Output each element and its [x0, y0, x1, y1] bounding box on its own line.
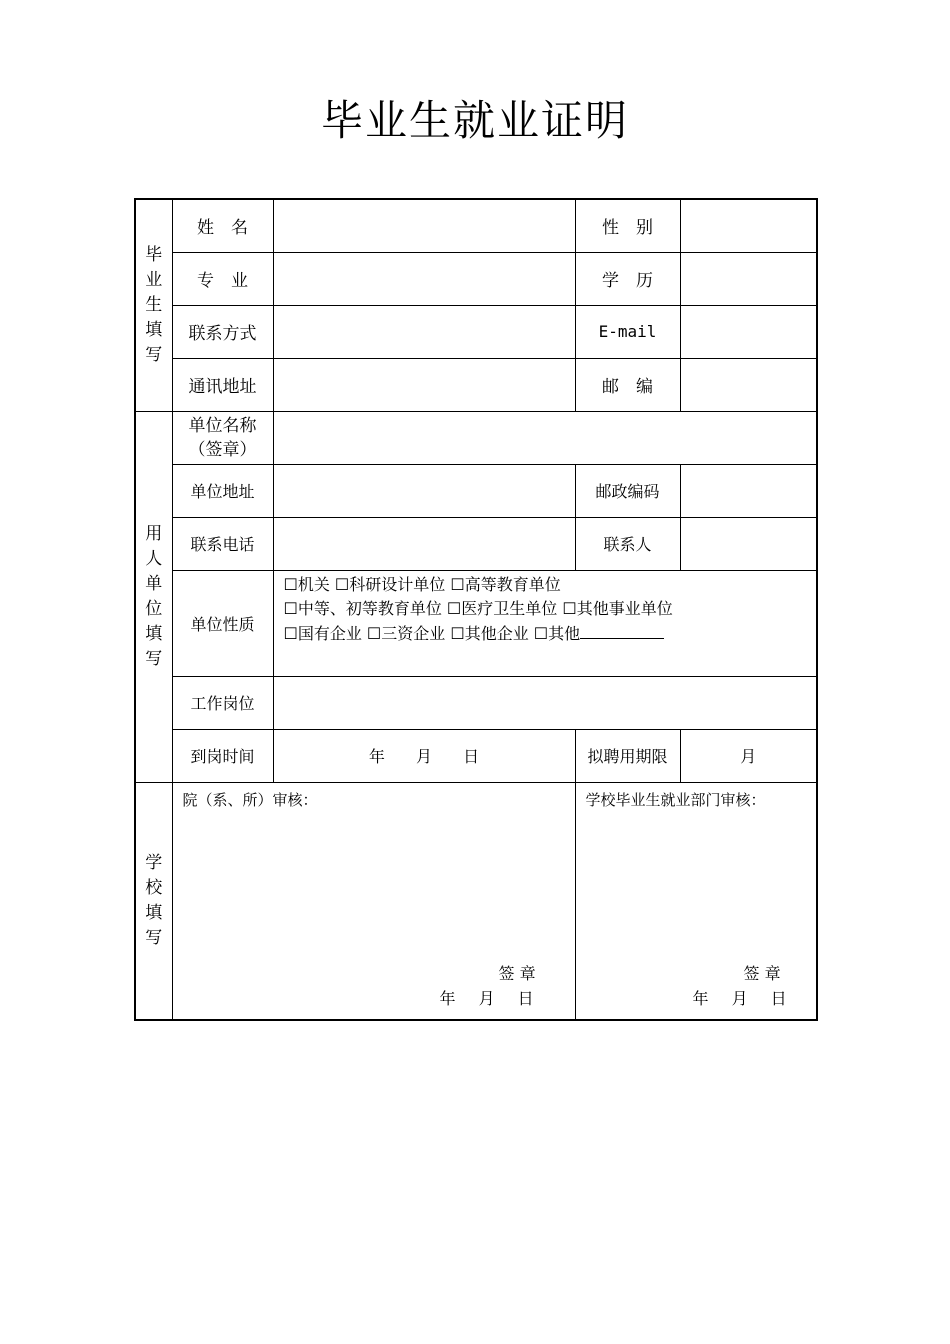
other-blank-line[interactable]	[580, 624, 664, 639]
unit-nature-label: 单位性质	[172, 570, 273, 676]
employment-office-review-area[interactable]	[575, 782, 817, 1020]
email-field[interactable]	[680, 305, 817, 358]
graduate-section-label: 毕 业 生 填 写	[135, 199, 172, 411]
job-position-label: 工作岗位	[172, 676, 273, 729]
employment-office-review-label: 学校毕业生就业部门审核：	[585, 790, 766, 809]
unit-address-label: 单位地址	[172, 464, 273, 517]
unit-nature-options[interactable]	[273, 570, 817, 676]
arrival-time-label: 到岗时间	[172, 729, 273, 782]
postal-code-label: 邮政编码	[575, 464, 680, 517]
mailing-address-label: 通讯地址	[172, 358, 273, 411]
name-field[interactable]	[273, 199, 575, 252]
employment-term-field[interactable]: 月	[680, 729, 817, 782]
major-label: 专 业	[172, 252, 273, 305]
unit-address-field[interactable]	[273, 464, 575, 517]
nature-options-line-2[interactable]: ☐中等、初等教育单位 ☐医疗卫生单位 ☐其他事业单位	[283, 599, 673, 618]
major-field[interactable]	[273, 252, 575, 305]
employment-office-date-label: 年 月 日	[692, 988, 787, 1008]
contact-person-field[interactable]	[680, 517, 817, 570]
nature-options-line-1[interactable]: ☐机关 ☐科研设计单位 ☐高等教育单位	[283, 574, 561, 594]
contact-method-field[interactable]	[273, 305, 575, 358]
name-label: 姓 名	[172, 199, 273, 252]
unit-name-field[interactable]	[273, 411, 817, 464]
gender-field[interactable]	[680, 199, 817, 252]
page-title: 毕业生就业证明	[320, 96, 629, 145]
employment-certificate-form	[134, 198, 818, 1021]
department-review-label: 院（系、所）审核：	[182, 790, 318, 809]
nature-options-line-3[interactable]: ☐国有企业 ☐三资企业 ☐其他企业 ☐其他	[284, 622, 817, 647]
employment-office-seal-label: 签 章	[743, 963, 781, 983]
department-review-area[interactable]	[172, 782, 575, 1020]
contact-method-label: 联系方式	[172, 305, 273, 358]
unit-name-label: 单位名称 （签章）	[172, 411, 273, 464]
arrival-date-field[interactable]: 年 月 日	[273, 729, 575, 782]
zip-field[interactable]	[680, 358, 817, 411]
phone-label: 联系电话	[172, 517, 273, 570]
education-label: 学 历	[575, 252, 680, 305]
mailing-address-field[interactable]	[273, 358, 575, 411]
gender-label: 性 别	[575, 199, 680, 252]
postal-code-field[interactable]	[680, 464, 817, 517]
school-section-label: 学 校 填 写	[135, 782, 172, 1020]
education-field[interactable]	[680, 252, 817, 305]
job-position-field[interactable]	[273, 676, 817, 729]
zip-label: 邮 编	[575, 358, 680, 411]
phone-field[interactable]	[273, 517, 575, 570]
email-label: E-mail	[575, 305, 680, 358]
department-date-label: 年 月 日	[439, 988, 534, 1008]
employment-term-label: 拟聘用期限	[575, 729, 680, 782]
department-seal-label: 签 章	[498, 963, 536, 983]
employer-section-label: 用 人 单 位 填 写	[135, 411, 172, 782]
contact-person-label: 联系人	[575, 517, 680, 570]
